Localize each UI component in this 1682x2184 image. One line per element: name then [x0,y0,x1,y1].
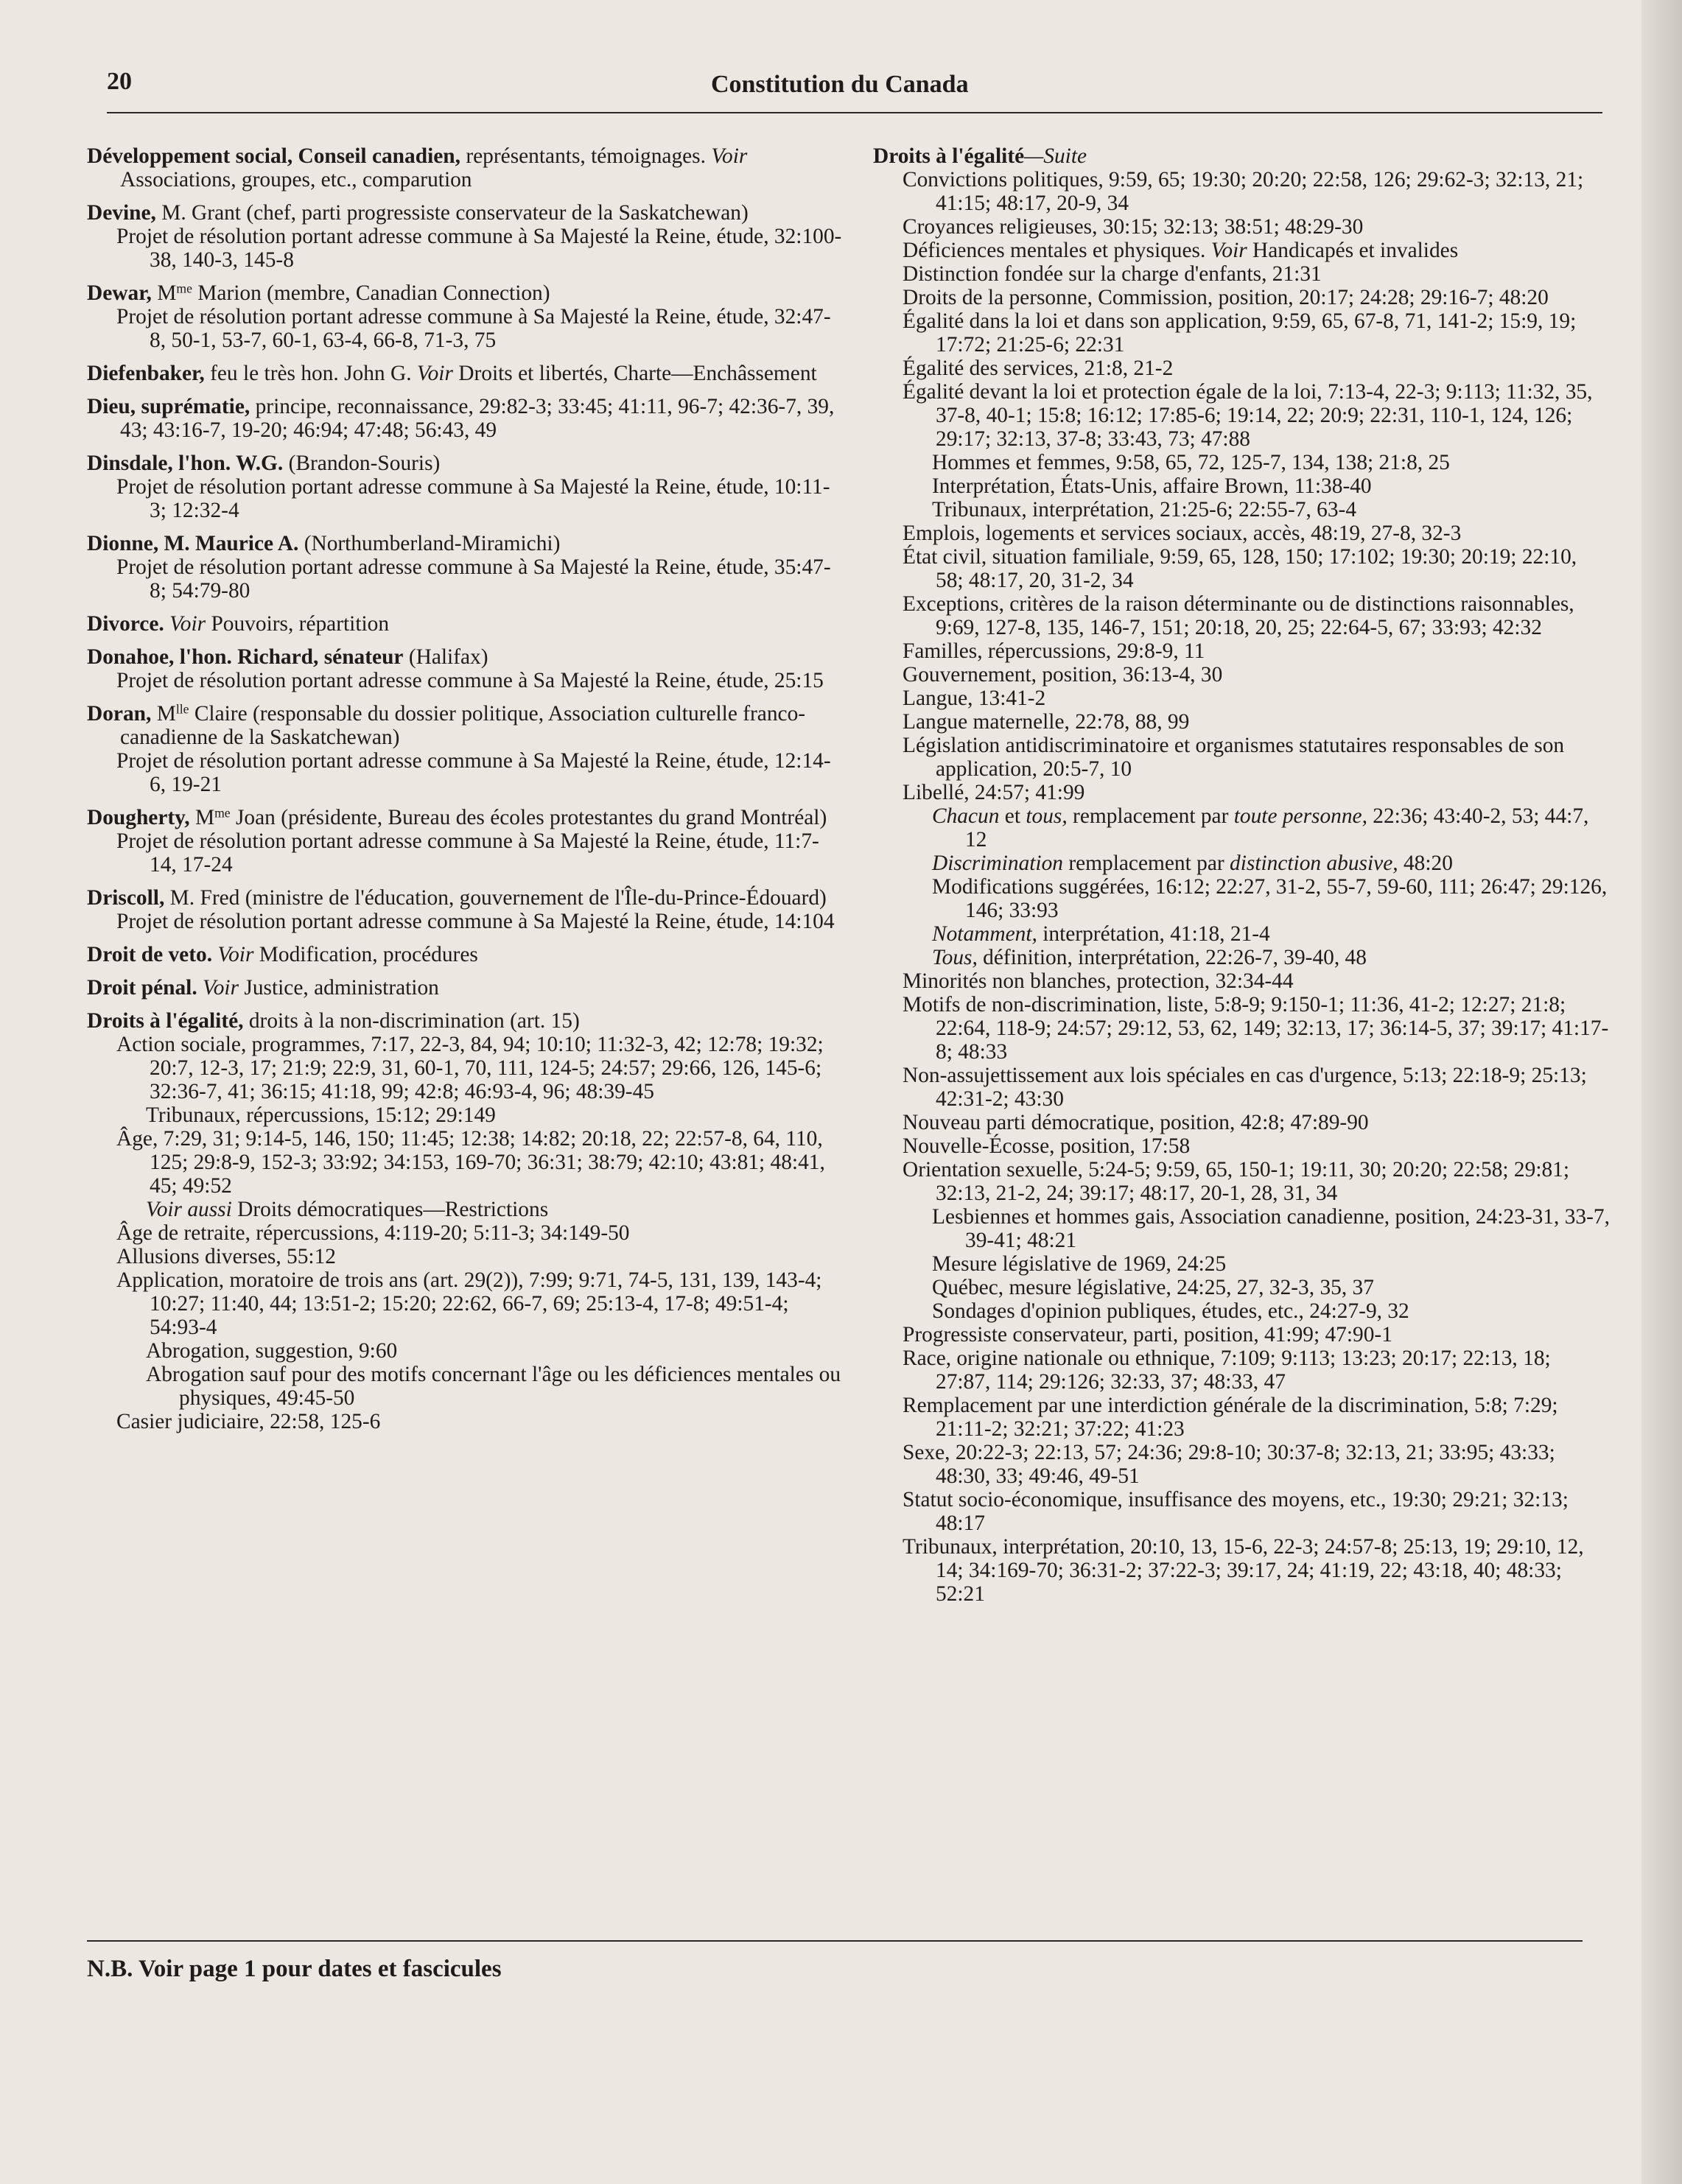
index-subentry [873,1276,1610,1299]
index-subentry [873,286,1610,309]
index-text: Langue maternelle, 22:78, 88, 99 [903,710,1190,734]
index-subentry [873,710,1610,734]
index-text: Droits à l'égalité [873,144,1025,168]
index-heading [873,144,1610,168]
index-heading [87,1009,846,1033]
scan-edge-shadow [1641,0,1682,2184]
index-subentry [87,225,846,272]
index-text: remplacement par [1067,804,1234,828]
index-subentry [873,474,1610,498]
index-subentry [873,852,1610,875]
index-entry [873,144,1610,1606]
index-text: Driscoll, [87,886,165,910]
index-text: (Halifax) [403,645,488,669]
index-subentry [87,829,846,877]
index-text: Diefenbaker, [87,362,205,385]
index-entry [87,362,846,385]
index-text: Statut socio-économique, insuffisance des moyens, etc., 19:30; 29:21; 32:13; 48:17 [903,1488,1569,1535]
index-text: Exceptions, critères de la raison déterminante ou de distinctions raisonnables, 9:69, 127-8, 135, 146-7, 151; 20:18, 20, 25; 22:64-5, 67; 33:93; 42:32 [903,592,1574,639]
index-subentry [873,1134,1610,1158]
index-text: Handicapés et invalides [1247,239,1459,262]
index-subentry [87,1221,846,1245]
index-text: Projet de résolution portant adresse commune à Sa Majesté la Reine, étude, 35:47-8; 54:79-80 [116,555,831,603]
index-text: Allusions diverses, 55:12 [116,1245,336,1268]
index-text: Voir aussi [146,1198,232,1221]
index-subentry [873,1252,1610,1276]
index-text: Devine, [87,201,156,225]
index-entry [87,395,846,442]
index-entry [87,645,846,692]
index-text: définition, interprétation, 22:26-7, 39-40, 48 [977,946,1367,969]
index-entry [87,976,846,1000]
index-entry [87,612,846,636]
index-heading [87,702,846,749]
index-subentry [873,215,1610,239]
index-text: me [214,805,231,821]
index-subentry [873,1488,1610,1535]
footer-divider [87,1940,1583,1942]
index-text: Modification, procédures [253,943,478,966]
index-text: Divorce. [87,612,164,636]
index-text: 48:20 [1398,852,1453,875]
index-text: (Northumberland-Miramichi) [298,532,561,555]
index-text: Dionne, M. Maurice A. [87,532,299,555]
index-text: Gouvernement, position, 36:13-4, 30 [903,663,1223,687]
index-text: M. Fred (ministre de l'éducation, gouvernement de l'Île-du-Prince-Édouard) [164,886,827,910]
index-text: Projet de résolution portant adresse commune à Sa Majesté la Reine, étude, 25:15 [116,669,824,692]
index-subentry [873,781,1610,804]
index-subentry [873,1535,1610,1606]
index-text: distinction abusive, [1230,852,1398,875]
index-text: Action sociale, programmes, 7:17, 22-3, 84, 94; 10:10; 11:32-3, 42; 12:78; 19:32; 20:7, 12-3, 17; 21:9; 22:9, 31, 60-1, 70, 111, 124-5; 24:57; 29:66, 126, 145-6; 32:36-7, 41; 36:15; 41:18, 99; 42:8; 46:93-4, 96; 48:39-45 [116,1033,824,1103]
index-text: Voir [1210,239,1247,262]
index-heading [87,806,846,829]
index-subentry [873,1064,1610,1111]
index-subentry [873,663,1610,687]
index-text: M [189,806,215,829]
index-subentry [87,1363,846,1410]
index-text: Pouvoirs, répartition [206,612,390,636]
index-text: Égalité devant la loi et protection égale de la loi, 7:13-4, 22-3; 9:113; 11:32, 35, 37-8, 40-1; 15:8; 16:12; 17:85-6; 19:14, 22; 20:9; 22:31, 110-1, 124, 126; 29:17; 32:13, 37-8; 33:43, 73; 47:88 [903,380,1593,451]
index-text: Législation antidiscriminatoire et organismes statutaires responsables de son application, 20:5-7, 10 [903,734,1565,781]
index-text: Voir [203,976,239,1000]
index-subentry [873,687,1610,710]
index-heading [87,532,846,555]
index-text: Hommes et femmes, 9:58, 65, 72, 125-7, 134, 138; 21:8, 25 [932,451,1450,474]
index-text: lle [175,701,189,717]
index-heading [87,144,846,192]
index-text: Tribunaux, interprétation, 20:10, 13, 15-6, 22-3; 24:57-8; 25:13, 19; 29:10, 12, 14; 34:169-70; 36:31-2; 37:22-3; 39:17, 24; 41:19, 22; 43:18, 40; 48:33; 52:21 [903,1535,1584,1606]
index-text: Québec, mesure législative, 24:25, 27, 32-3, 35, 37 [932,1276,1374,1299]
index-heading [87,281,846,305]
index-subentry [873,734,1610,781]
index-subentry [873,1158,1610,1205]
index-subentry [873,946,1610,969]
index-text: Associations, groupes, etc., comparution [120,168,472,192]
index-text: Libellé, 24:57; 41:99 [903,781,1085,804]
index-text [197,976,203,1000]
index-text: feu le très hon. John G. [204,362,417,385]
index-text: Mesure législative de 1969, 24:25 [932,1252,1227,1276]
index-text: Motifs de non-discrimination, liste, 5:8-9; 9:150-1; 11:36, 41-2; 12:27; 21:8; 22:64, 118-9; 24:57; 29:12, 53, 62, 149; 32:13, 17; 36:14-5, 37; 39:17; 41:17-8; 48:33 [903,993,1609,1064]
footer-note: N.B. Voir page 1 pour dates et fascicules [87,1956,502,1982]
index-heading [87,362,846,385]
index-text: Tous, [932,946,978,969]
index-text: Développement social, Conseil canadien, [87,144,460,168]
index-text: Chacun [932,804,1000,828]
index-text: interprétation, 41:18, 21-4 [1037,922,1270,946]
index-entry [87,532,846,603]
index-entry [87,1009,846,1433]
index-text: me [176,281,192,296]
index-text: Doran, [87,702,152,726]
index-text: Droits et libertés, Charte—Enchâssement [452,362,817,385]
index-text: Abrogation, suggestion, 9:60 [146,1339,398,1363]
index-text: Minorités non blanches, protection, 32:34-44 [903,969,1294,993]
index-subentry [873,1299,1610,1323]
index-column-right [873,144,1610,1615]
index-subentry [87,669,846,692]
index-text: remplacement par [1062,852,1230,875]
index-text: Dieu, suprématie, [87,395,250,418]
page-number: 20 [107,68,132,95]
index-subentry [873,498,1610,522]
index-text: Progressiste conservateur, parti, position, 41:99; 47:90-1 [903,1323,1392,1346]
index-text: Tribunaux, répercussions, 15:12; 29:149 [146,1103,496,1127]
index-text: Interprétation, États-Unis, affaire Brown, 11:38-40 [932,474,1372,498]
index-subentry [873,1394,1610,1441]
index-text: M [151,281,177,305]
index-text: Droit pénal. [87,976,197,1000]
index-text: Projet de résolution portant adresse commune à Sa Majesté la Reine, étude, 32:100-38, 140-3, 145-8 [116,225,842,272]
index-text: Voir [711,144,748,168]
index-text: tous, [1026,804,1068,828]
index-text: Discrimination [932,852,1063,875]
index-subentry [87,475,846,522]
index-text: M. Grant (chef, parti progressiste conservateur de la Saskatchewan) [155,201,749,225]
index-subentry [873,545,1610,592]
index-subentry [873,804,1610,852]
index-text: Droits démocratiques—Restrictions [231,1198,549,1221]
index-text: Notamment, [932,922,1037,946]
index-text: —Suite [1024,144,1087,168]
index-text: Droit de veto. [87,943,213,966]
index-subentry [87,1245,846,1268]
index-heading [87,976,846,1000]
index-text: Égalité dans la loi et dans son application, 9:59, 65, 67-8, 71, 141-2; 15:9, 19; 17:72; 21:25-6; 22:31 [903,309,1577,357]
index-heading [87,452,846,475]
index-entry [87,452,846,522]
index-text: Tribunaux, interprétation, 21:25-6; 22:55-7, 63-4 [932,498,1357,522]
index-text: Race, origine nationale ou ethnique, 7:109; 9:113; 13:23; 20:17; 22:13, 18; 27:87, 114; 29:126; 32:33, 37; 48:33, 47 [903,1346,1551,1394]
index-text: Dewar, [87,281,152,305]
index-entry [87,201,846,272]
index-heading [87,201,846,225]
index-text: Application, moratoire de trois ans (art. 29(2)), 7:99; 9:71, 74-5, 131, 139, 143-4; 10:27; 11:40, 44; 13:51-2; 15:20; 22:62, 66-7, 69; 25:13-4, 17-8; 49:51-4; 54:93-4 [116,1268,822,1339]
index-subentry [87,555,846,603]
index-text: toute personne, [1233,804,1367,828]
index-entry [87,702,846,796]
index-subentry [873,357,1610,380]
index-subentry [87,749,846,796]
index-text: Langue, 13:41-2 [903,687,1046,710]
index-subentry [873,168,1610,215]
index-text: principe, reconnaissance, 29:82-3; 33:45; 41:11, 96-7; 42:36-7, 39, 43; 43:16-7, 19-20; 46:94; 47:48; 56:43, 49 [120,395,835,442]
index-subentry [87,305,846,352]
index-subentry [873,1323,1610,1346]
index-subentry [873,451,1610,474]
index-subentry [873,262,1610,286]
index-text: Distinction fondée sur la charge d'enfants, 21:31 [903,262,1322,286]
index-text: Abrogation sauf pour des motifs concernant l'âge ou les déficiences mentales ou physiques, 49:45-50 [146,1363,841,1410]
index-subentry [873,639,1610,663]
index-heading [87,645,846,669]
index-text: et [999,804,1026,828]
index-subentry [873,922,1610,946]
index-text: Nouveau parti démocratique, position, 42:8; 47:89-90 [903,1111,1369,1134]
index-text: Projet de résolution portant adresse commune à Sa Majesté la Reine, étude, 32:47-8, 50-1, 53-7, 60-1, 63-4, 66-8, 71-3, 75 [116,305,831,352]
index-text: Casier judiciaire, 22:58, 125-6 [116,1410,381,1433]
index-text: Remplacement par une interdiction générale de la discrimination, 5:8; 7:29; 21:11-2; 32:21; 37:22; 41:23 [903,1394,1558,1441]
index-heading [87,886,846,910]
index-text: Âge, 7:29, 31; 9:14-5, 146, 150; 11:45; 12:38; 14:82; 20:18, 22; 22:57-8, 64, 110, 125; 29:8-9, 152-3; 33:92; 34:153, 169-70; 36:31; 38:79; 42:10; 43:81; 48:41, 45; 49:52 [116,1127,825,1198]
index-entry [87,943,846,966]
index-entry [87,886,846,933]
index-text: Sexe, 20:22-3; 22:13, 57; 24:36; 29:8-10; 30:37-8; 32:13, 21; 33:95; 43:33; 48:30, 33; 49:46, 49-51 [903,1441,1555,1488]
index-subentry [87,1198,846,1221]
index-text: (Brandon-Souris) [283,452,441,475]
index-text: Voir [416,362,453,385]
index-subentry [873,1346,1610,1394]
index-subentry [87,1103,846,1127]
index-text: Donahoe, l'hon. Richard, sénateur [87,645,404,669]
index-subentry [87,1339,846,1363]
index-text: Nouvelle-Écosse, position, 17:58 [903,1134,1191,1158]
index-text: Droits de la personne, Commission, position, 20:17; 24:28; 29:16-7; 48:20 [903,286,1549,309]
index-text: représentants, témoignages. [460,144,712,168]
index-entry [87,281,846,352]
index-text: Âge de retraite, répercussions, 4:119-20; 5:11-3; 34:149-50 [116,1221,630,1245]
index-text: Convictions politiques, 9:59, 65; 19:30; 20:20; 22:58, 126; 29:62-3; 32:13, 21; 41:15; 48:17, 20-9, 34 [903,168,1584,215]
running-title: Constitution du Canada [711,71,969,98]
index-text: droits à la non-discrimination (art. 15) [243,1009,580,1033]
index-text: Voir [169,612,206,636]
index-heading [87,395,846,442]
index-subentry [873,1441,1610,1488]
index-text: Orientation sexuelle, 5:24-5; 9:59, 65, 150-1; 19:11, 30; 20:20; 22:58; 29:81; 32:13, 21-2, 24; 39:17; 48:17, 20-1, 28, 31, 34 [903,1158,1570,1205]
index-text: Déficiences mentales et physiques. [903,239,1211,262]
index-subentry [87,1268,846,1339]
index-subentry [873,522,1610,545]
index-subentry [873,1205,1610,1252]
index-subentry [873,239,1610,262]
index-text: Droits à l'égalité, [87,1009,244,1033]
index-text: Croyances religieuses, 30:15; 32:13; 38:51; 48:29-30 [903,215,1364,239]
index-text: Claire (responsable du dossier politique, Association culturelle franco-canadienne de la Saskatchewan) [120,702,806,749]
index-subentry [873,969,1610,993]
index-subentry [873,1111,1610,1134]
index-text: Familles, répercussions, 29:8-9, 11 [903,639,1205,663]
index-text: Égalité des services, 21:8, 21-2 [903,357,1174,380]
index-text [164,612,169,636]
index-text: Non-assujettissement aux lois spéciales en cas d'urgence, 5:13; 22:18-9; 25:13; 42:31-2; 43:30 [903,1064,1587,1111]
index-text: Dougherty, [87,806,190,829]
index-text: Justice, administration [239,976,439,1000]
index-text: Voir [217,943,254,966]
page-header [107,68,1602,113]
index-subentry [873,993,1610,1064]
index-subentry [87,1410,846,1433]
index-text: Projet de résolution portant adresse commune à Sa Majesté la Reine, étude, 12:14-6, 19-21 [116,749,831,796]
index-text: Sondages d'opinion publiques, études, etc., 24:27-9, 32 [932,1299,1409,1323]
index-entry [87,144,846,192]
index-text: Dinsdale, l'hon. W.G. [87,452,284,475]
index-text: Projet de résolution portant adresse commune à Sa Majesté la Reine, étude, 10:11-3; 12:32-4 [116,475,830,522]
index-entry [87,806,846,877]
index-text: Projet de résolution portant adresse commune à Sa Majesté la Reine, étude, 11:7-14, 17-24 [116,829,819,877]
index-text: Projet de résolution portant adresse commune à Sa Majesté la Reine, étude, 14:104 [116,910,835,933]
index-text: Modifications suggérées, 16:12; 22:27, 31-2, 55-7, 59-60, 111; 26:47; 29:126, 146; 33:93 [932,875,1608,922]
index-subentry [873,380,1610,451]
index-subentry [87,1127,846,1198]
index-text: M [151,702,176,726]
index-subentry [87,1033,846,1103]
index-column-left [87,144,846,1443]
index-subentry [873,309,1610,357]
index-subentry [873,875,1610,922]
index-text: Joan (présidente, Bureau des écoles protestantes du grand Montréal) [230,806,827,829]
index-subentry [873,592,1610,639]
index-heading [87,612,846,636]
index-text: Marion (membre, Canadian Connection) [192,281,550,305]
index-heading [87,943,846,966]
index-text: État civil, situation familiale, 9:59, 65, 128, 150; 17:102; 19:30; 20:19; 22:10, 58; 48:17, 20, 31-2, 34 [903,545,1577,592]
index-text: Lesbiennes et hommes gais, Association canadienne, position, 24:23-31, 33-7, 39-41; 48:21 [932,1205,1610,1252]
index-text: 22:36; 43:40-2, 53; 44:7, 12 [965,804,1589,852]
index-subentry [87,910,846,933]
index-text: Emplois, logements et services sociaux, accès, 48:19, 27-8, 32-3 [903,522,1462,545]
